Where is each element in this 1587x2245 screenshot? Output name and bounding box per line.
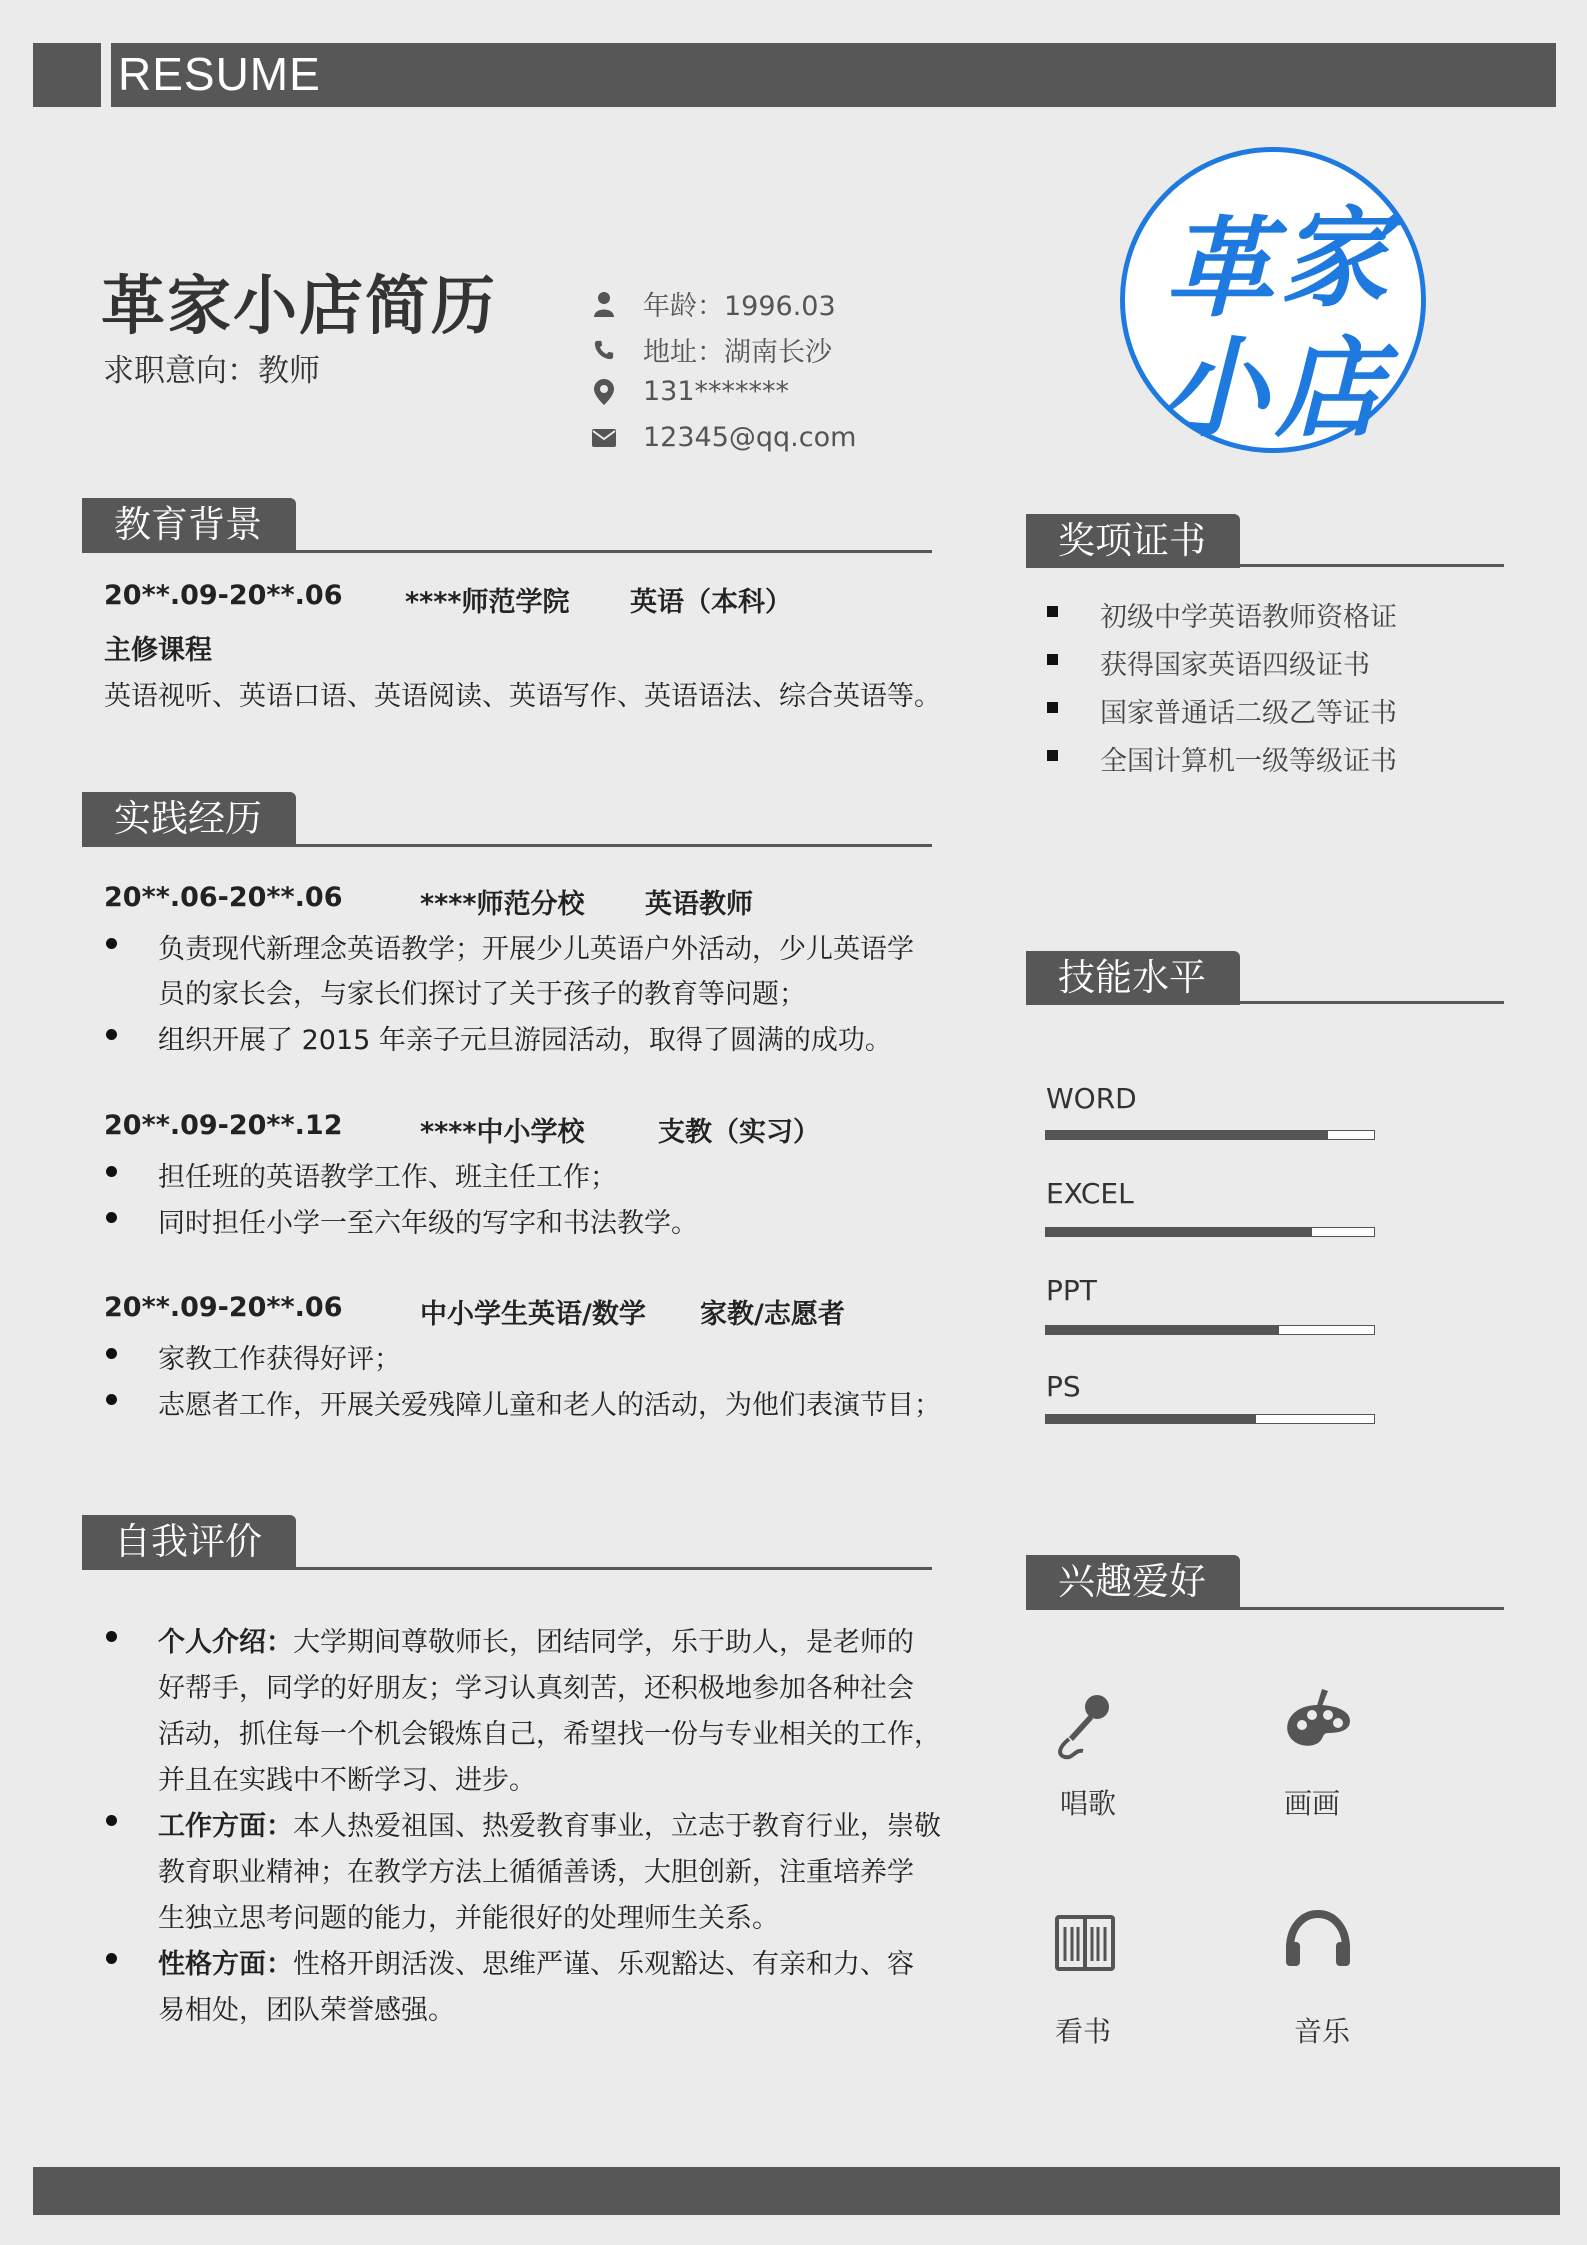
practice-2-line-2: 同时担任小学一至六年级的写字和书法教学。 [158,1208,698,1239]
self-eval-1-line-4: 并且在实践中不断学习、进步。 [158,1765,536,1796]
skill-name-ps: PS [1046,1370,1081,1403]
person-icon [591,291,617,317]
award-item-4: 全国计算机一级等级证书 [1100,746,1397,777]
headphones-icon [1278,1900,1358,1980]
self-eval-1-line-1 [158,1620,914,1659]
resume-name: 革家小店简历 [101,270,497,344]
logo-char-1: 革 [1165,206,1274,332]
education-heading: 教育背景 [82,498,296,552]
practice-1-line-2: 员的家长会，与家长们探讨了关于孩子的教育等问题； [158,979,806,1010]
practice-1-line-1: 负责现代新理念英语教学；开展少儿英语户外活动，少儿英语学 [158,934,914,965]
contact-email [591,422,856,453]
hobby-label-read: 看书 [1054,2015,1111,2048]
hobby-label-sing: 唱歌 [1059,1787,1116,1820]
practice-divider [82,844,932,847]
footer-bar [33,2167,1560,2215]
practice-1-period: 20**.06-20**.06 [104,882,343,913]
bullet-dot [106,1348,117,1359]
square-bullet [1047,654,1058,665]
bullet-dot [106,1212,117,1223]
hobbies-heading: 兴趣爱好 [1026,1555,1240,1609]
bullet-dot [106,1815,117,1826]
bullet-dot [106,1394,117,1405]
contact-address-text: 地址：湖南长沙 [643,337,832,368]
square-bullet [1047,702,1058,713]
skill-fill-ps [1046,1415,1256,1423]
practice-3-line-1: 家教工作获得好评； [158,1344,401,1375]
self-eval-2-line-3: 生独立思考问题的能力，并能很好的处理师生关系。 [158,1903,779,1934]
skill-bar-ps [1045,1414,1375,1424]
practice-3-org: 中小学生英语/数学 [420,1299,646,1330]
skill-fill-ppt [1046,1326,1279,1334]
award-item-2: 获得国家英语四级证书 [1100,650,1370,681]
practice-2-role: 支教（实习） [658,1117,820,1148]
shop-logo-seal [1120,147,1426,453]
practice-3-line-2: 志愿者工作，开展关爱残障儿童和老人的活动，为他们表演节目； [158,1390,941,1421]
practice-2-line-1: 担任班的英语教学工作、班主任工作； [158,1162,617,1193]
education-school: ****师范学院 [405,587,570,618]
practice-2-org: ****中小学校 [420,1117,585,1148]
phone-icon [591,337,617,363]
practice-heading: 实践经历 [82,792,296,846]
header-bar [111,43,1556,107]
courses-label: 主修课程 [104,635,212,666]
education-divider [82,550,932,553]
contact-address [591,330,832,369]
education-major: 英语（本科） [630,587,792,618]
contact-phone-text: 131******* [643,376,790,407]
self-eval-3-line-2: 易相处，团队荣誉感强。 [158,1995,455,2026]
self-eval-heading: 自我评价 [82,1515,296,1569]
award-item-1: 初级中学英语教师资格证 [1100,602,1397,633]
bullet-dot [106,1631,117,1642]
award-item-3: 国家普通话二级乙等证书 [1100,698,1397,729]
self-eval-1-label: 个人介绍： [158,1627,293,1658]
mail-icon [591,425,617,451]
practice-1-role: 英语教师 [645,889,753,920]
contact-age-text: 年龄：1996.03 [643,291,836,322]
self-eval-2-line-1 [158,1804,941,1843]
header-accent-block [33,43,101,107]
practice-3-role: 家教/志愿者 [700,1299,845,1330]
bullet-dot [106,1166,117,1177]
skill-fill-excel [1046,1228,1312,1236]
square-bullet [1047,606,1058,617]
microphone-icon [1045,1685,1125,1765]
practice-2-period: 20**.09-20**.12 [104,1110,343,1141]
skill-bar-excel [1045,1227,1375,1237]
self-eval-2-text: 本人热爱祖国、热爱教育事业，立志于教育行业，崇敬 [293,1811,941,1842]
skills-divider [1026,1001,1504,1004]
skill-bar-word [1045,1130,1375,1140]
courses-list: 英语视听、英语口语、英语阅读、英语写作、英语语法、综合英语等。 [104,681,941,712]
self-eval-1-line-2: 好帮手，同学的好朋友；学习认真刻苦，还积极地参加各种社会 [158,1673,914,1704]
skill-name-ppt: PPT [1046,1274,1097,1307]
awards-divider [1026,564,1504,567]
logo-char-4: 店 [1275,326,1384,452]
awards-heading: 奖项证书 [1026,514,1240,568]
skills-heading: 技能水平 [1026,951,1240,1005]
self-eval-3-label: 性格方面： [158,1949,293,1980]
bullet-dot [106,938,117,949]
contact-age [591,284,836,323]
hobbies-divider [1026,1607,1504,1610]
self-eval-3-text: 性格开朗活泼、思维严谨、乐观豁达、有亲和力、容 [293,1949,914,1980]
self-eval-1-text: 大学期间尊敬师长，团结同学，乐于助人，是老师的 [293,1627,914,1658]
hobby-label-music: 音乐 [1293,2015,1350,2048]
practice-1-line-3: 组织开展了 2015 年亲子元旦游园活动，取得了圆满的成功。 [158,1025,892,1056]
skill-name-word: WORD [1046,1082,1137,1115]
self-eval-divider [82,1567,932,1570]
skill-bar-ppt [1045,1325,1375,1335]
logo-char-2: 家 [1280,196,1389,322]
bullet-dot [106,1029,117,1040]
practice-1-org: ****师范分校 [420,889,585,920]
hobby-label-paint: 画画 [1283,1787,1340,1820]
practice-3-period: 20**.09-20**.06 [104,1292,343,1323]
self-eval-2-line-2: 教育职业精神；在教学方法上循循善诱，大胆创新，注重培养学 [158,1857,914,1888]
square-bullet [1047,750,1058,761]
bullet-dot [106,1953,117,1964]
book-icon [1045,1905,1125,1985]
self-eval-3-line-1 [158,1942,914,1981]
skill-fill-word [1046,1131,1328,1139]
contact-phone [591,376,789,407]
self-eval-2-label: 工作方面： [158,1811,293,1842]
skill-name-excel: EXCEL [1046,1177,1134,1210]
header-title: RESUME [118,48,321,100]
job-intent: 求职意向：教师 [103,353,320,389]
palette-icon [1278,1685,1358,1765]
self-eval-1-line-3: 活动，抓住每一个机会锻炼自己，希望找一份与专业相关的工作， [158,1719,941,1750]
location-pin-icon [591,379,617,405]
contact-email-text: 12345@qq.com [643,422,857,453]
logo-char-3: 小 [1160,326,1269,452]
education-period: 20**.09-20**.06 [104,580,343,611]
